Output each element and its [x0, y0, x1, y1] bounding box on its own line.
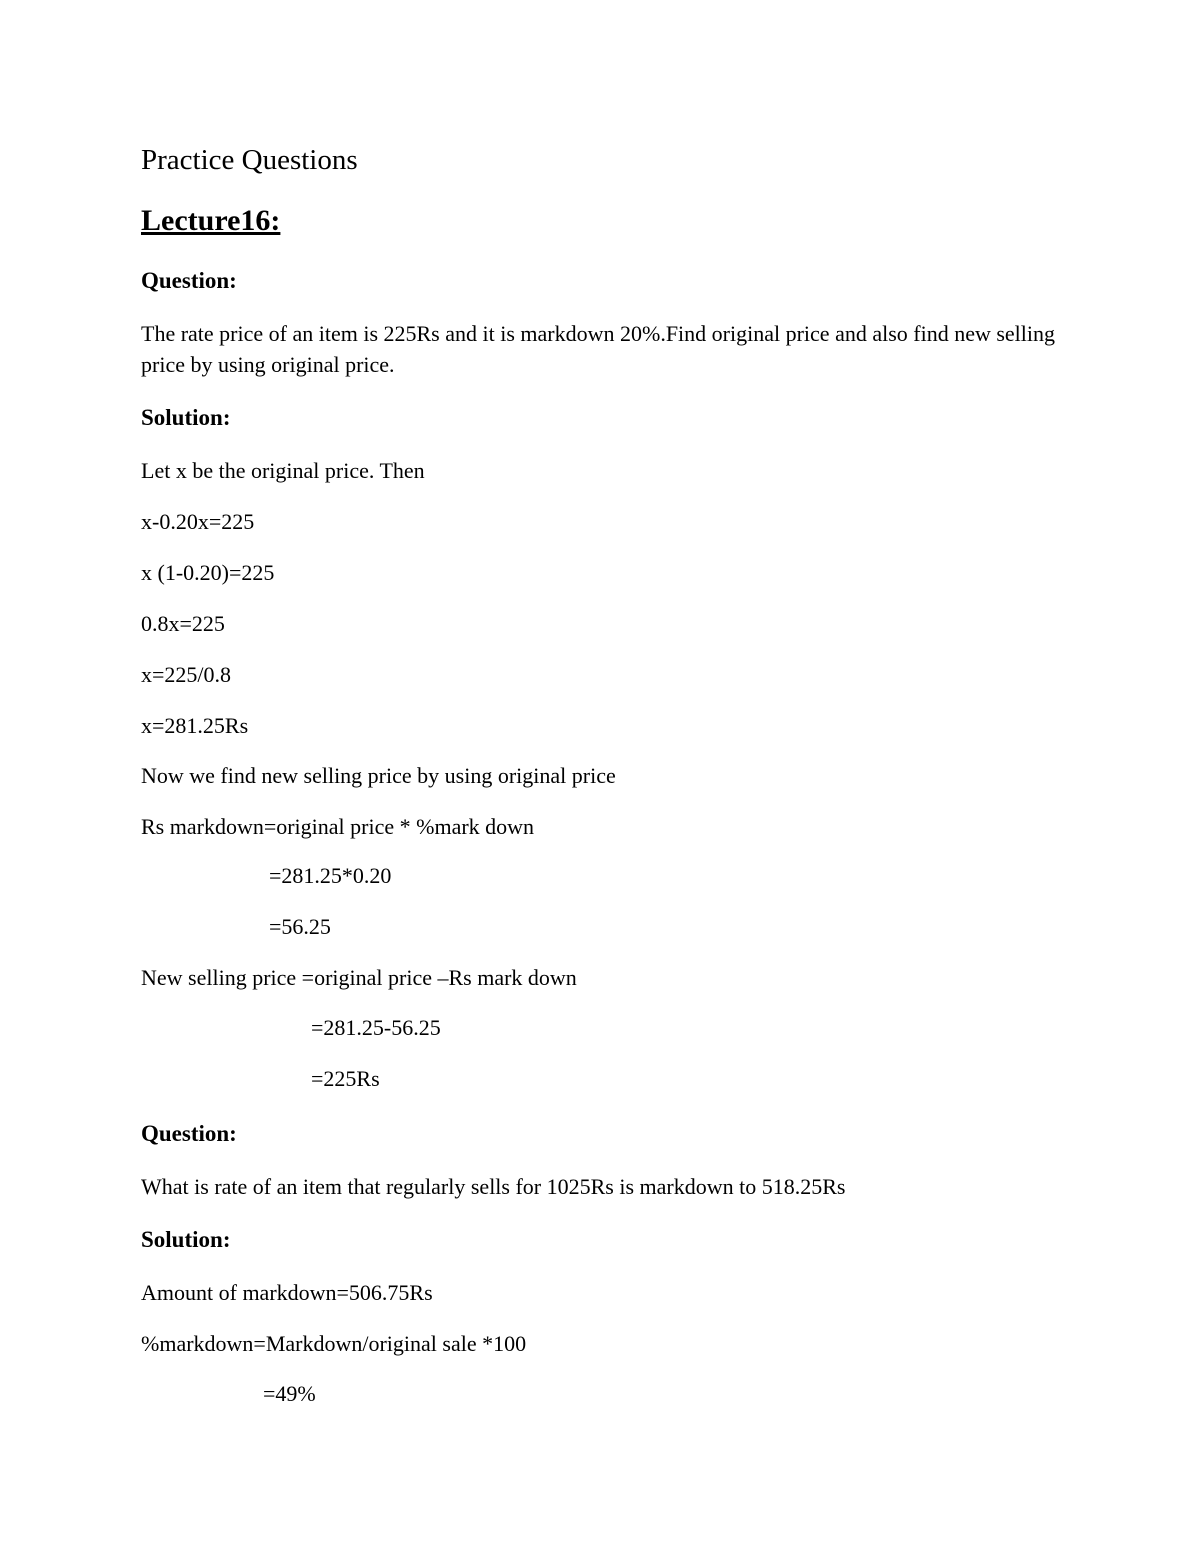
solution-1-step: x (1-0.20)=225 — [141, 560, 275, 585]
solution-1-step: =56.25 — [269, 914, 331, 939]
solution-2-step: =49% — [263, 1381, 316, 1406]
document-title: Practice Questions — [141, 144, 358, 176]
solution-1-heading: Solution: — [141, 405, 231, 430]
solution-1-step: 0.8x=225 — [141, 611, 225, 636]
lecture-heading: Lecture16: — [141, 204, 281, 237]
solution-2-step: Amount of markdown=506.75Rs — [141, 1280, 433, 1305]
solution-1-step: New selling price =original price –Rs mark down — [141, 965, 577, 990]
solution-1-step: =281.25-56.25 — [311, 1015, 441, 1040]
solution-2-heading: Solution: — [141, 1227, 231, 1252]
solution-1-step: x=281.25Rs — [141, 713, 249, 738]
question-1-heading: Question: — [141, 268, 237, 293]
solution-1-step: Now we find new selling price by using original price — [141, 763, 616, 788]
question-2-heading: Question: — [141, 1121, 237, 1146]
solution-1-step: Rs markdown=original price * %mark down — [141, 814, 535, 839]
question-2-text: What is rate of an item that regularly sells for 1025Rs is markdown to 518.25Rs — [141, 1174, 846, 1199]
solution-1-step: x-0.20x=225 — [141, 509, 255, 534]
solution-1-step: Let x be the original price. Then — [141, 458, 425, 483]
question-1-text: The rate price of an item is 225Rs and it is markdown 20%.Find original price and also find new selling price by using original price. — [141, 321, 1056, 377]
solution-2-step: %markdown=Markdown/original sale *100 — [141, 1331, 527, 1356]
solution-1-step: =281.25*0.20 — [269, 863, 392, 888]
solution-1-step: x=225/0.8 — [141, 662, 232, 687]
solution-1-step: =225Rs — [311, 1066, 380, 1091]
